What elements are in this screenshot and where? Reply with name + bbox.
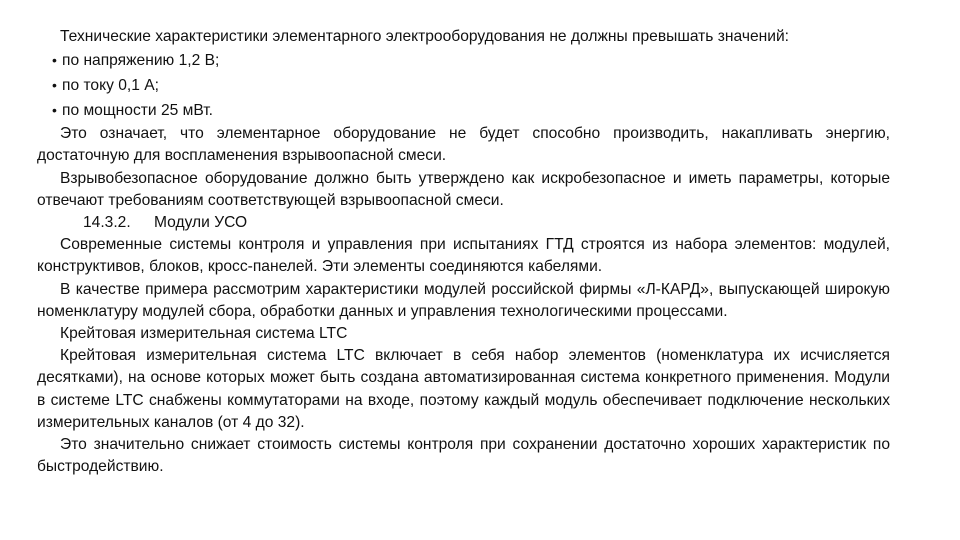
section-heading bbox=[37, 212, 890, 234]
bullet-icon: • bbox=[52, 52, 57, 69]
document-page bbox=[37, 26, 890, 478]
subheading-ltc: Крейтовая измерительная система LTC bbox=[60, 325, 348, 343]
intro-paragraph: Технические характеристики элементарного электрооборудования не должны превышать значений: bbox=[60, 28, 790, 45]
bullet-icon: • bbox=[52, 77, 57, 94]
list-item-power bbox=[37, 98, 890, 123]
limits-list bbox=[37, 48, 890, 123]
modern-systems-paragraph: Современные системы контроля и управления при испытаниях ГТД строятся из набора элементов: модулей, конструктивов, блоков, кросс-панелей. Эти элементы соединяются кабелями. bbox=[37, 236, 890, 276]
meaning-paragraph: Это означает, что элементарное оборудование не будет способно производить, накапливать энергию, достаточную для воспламенения взрывоопасной смеси. bbox=[37, 125, 890, 165]
bullet-icon: • bbox=[52, 102, 57, 119]
list-item-voltage bbox=[37, 48, 890, 73]
section-number: 14.3.2. bbox=[83, 214, 131, 232]
ltc-paragraph: Крейтовая измерительная система LTC включает в себя набор элементов (номенклатура их исчисляется десятками), на основе которых может быть создана автоматизированная система конкретного применения. Модули в системе LTC снабжены коммутаторами на входе, поэтому каждый модуль обеспечивает подключение нескольких измерительных каналов (от 4 до 32). bbox=[37, 347, 890, 431]
list-item-current bbox=[37, 73, 890, 98]
list-item-text: по мощности 25 мВт. bbox=[62, 102, 213, 120]
list-item-text: по напряжению 1,2 В; bbox=[62, 52, 220, 70]
section-title: Модули УСО bbox=[154, 214, 248, 232]
example-paragraph: В качестве примера рассмотрим характеристики модулей российской фирмы «Л-КАРД», выпускающей широкую номенклатуру модулей сбора, обработки данных и управления технологическими процессами. bbox=[37, 280, 890, 320]
list-item-text: по току 0,1 А; bbox=[62, 77, 159, 95]
cost-paragraph: Это значительно снижает стоимость системы контроля при сохранении достаточно хороших характеристик по быстродействию. bbox=[37, 436, 890, 476]
explosion-proof-paragraph: Взрывобезопасное оборудование должно быть утверждено как искробезопасное и иметь параметры, которые отвечают требованиям соответствующей взрывоопасной смеси. bbox=[37, 169, 890, 209]
